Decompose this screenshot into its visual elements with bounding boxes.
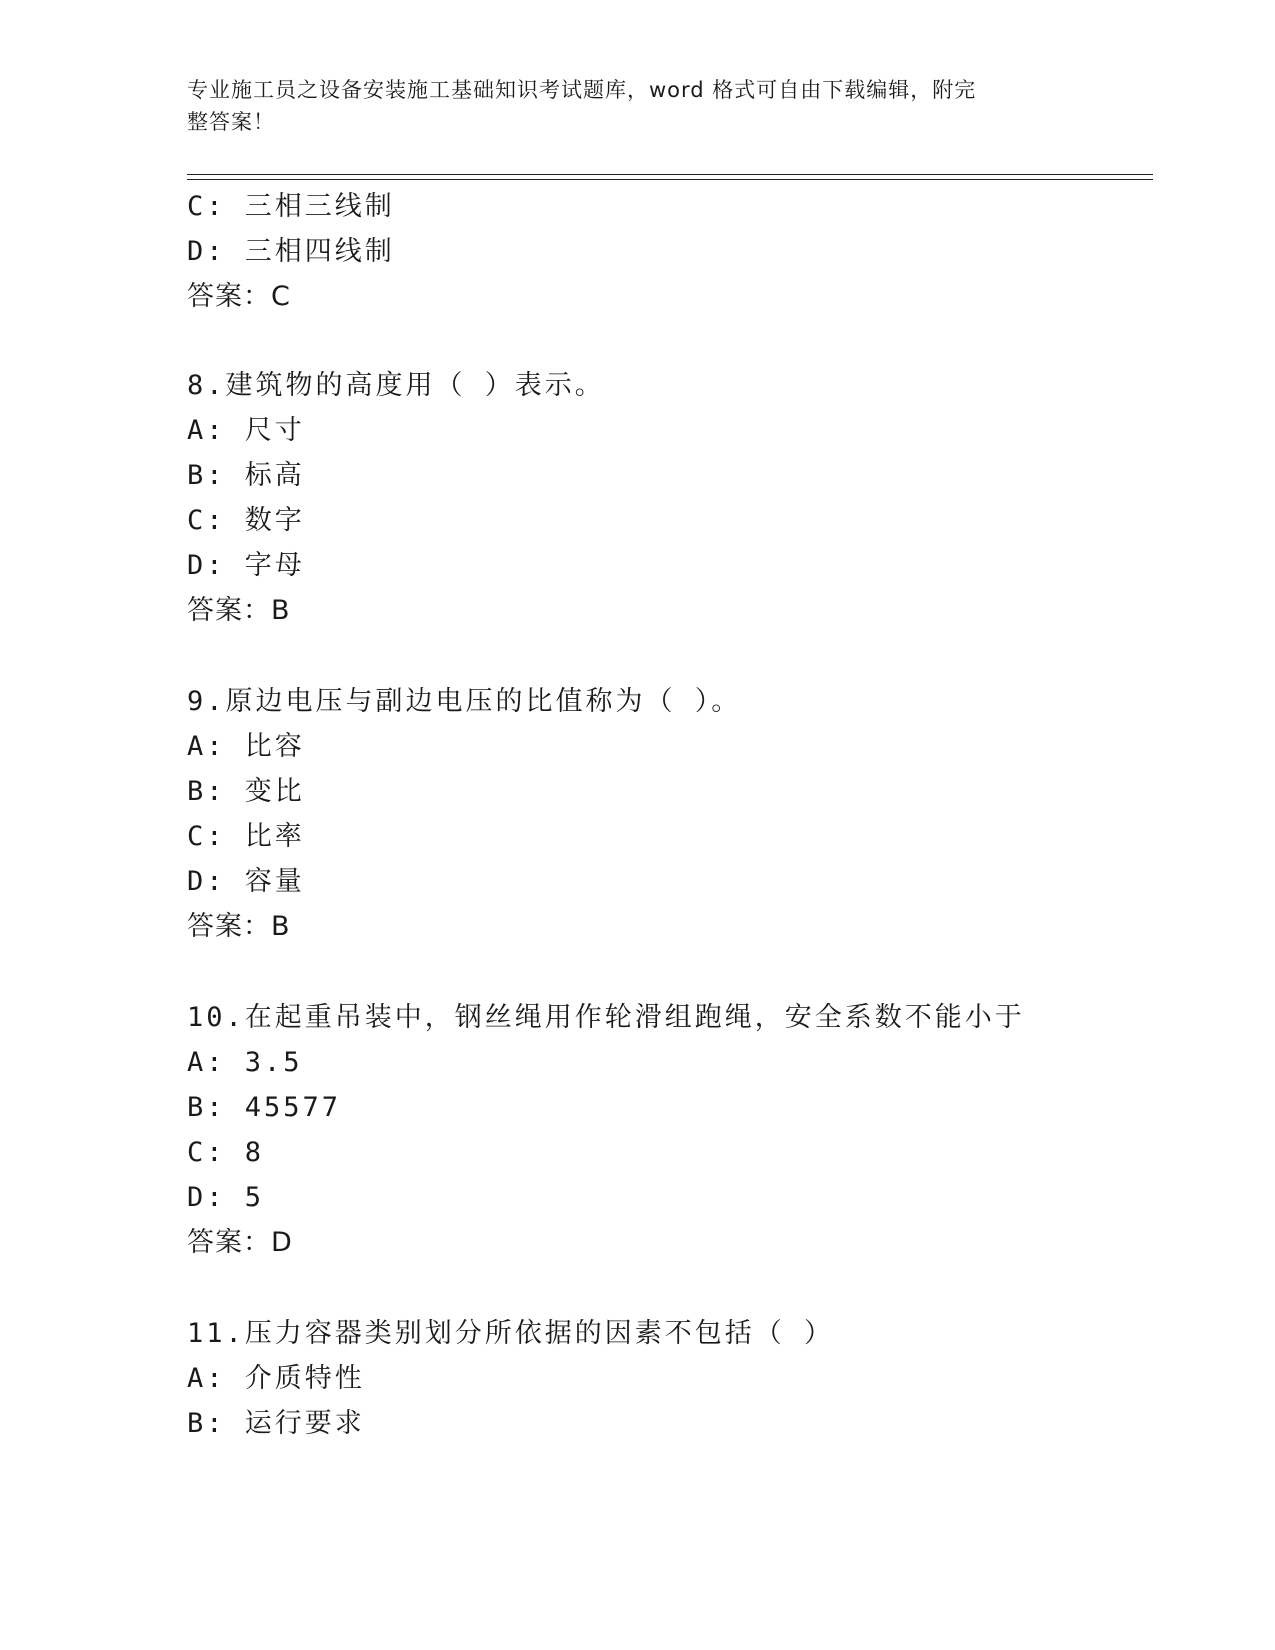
- header-line-1: 专业施工员之设备安装施工基础知识考试题库，word 格式可自由下载编辑，附完: [187, 78, 977, 102]
- option-a: A: 比容: [187, 731, 305, 762]
- option-d: D: 字母: [187, 550, 305, 581]
- option-b: B: 45577: [187, 1092, 342, 1123]
- option-b: B: 运行要求: [187, 1408, 365, 1439]
- option-a: A: 介质特性: [187, 1363, 365, 1394]
- option-b: B: 变比: [187, 776, 305, 807]
- option-d: D: 5: [187, 1182, 265, 1213]
- answer-line: 答案：C: [187, 281, 291, 312]
- answer-line: 答案：B: [187, 911, 291, 942]
- option-d: D: 三相四线制: [187, 236, 395, 267]
- question-stem: 10.在起重吊装中，钢丝绳用作轮滑组跑绳，安全系数不能小于: [187, 1002, 1025, 1033]
- question-stem: 11.压力容器类别划分所依据的因素不包括（ ）: [187, 1318, 835, 1349]
- option-c: C: 8: [187, 1137, 265, 1168]
- option-b: B: 标高: [187, 460, 305, 491]
- option-c: C: 比率: [187, 821, 305, 852]
- answer-line: 答案：D: [187, 1227, 293, 1258]
- answer-line: 答案：B: [187, 595, 291, 626]
- header-line-2: 整答案！: [187, 110, 275, 134]
- option-a: A: 尺寸: [187, 415, 305, 446]
- option-c: C: 三相三线制: [187, 191, 395, 222]
- question-stem: 9.原边电压与副边电压的比值称为（ ）。: [187, 686, 742, 717]
- option-a: A: 3.5: [187, 1047, 303, 1078]
- document-header: [187, 74, 1067, 138]
- option-d: D: 容量: [187, 866, 305, 897]
- header-divider-top: [187, 174, 1153, 175]
- header-divider-bottom: [187, 179, 1153, 180]
- option-c: C: 数字: [187, 505, 305, 536]
- question-stem: 8.建筑物的高度用（ ）表示。: [187, 370, 605, 401]
